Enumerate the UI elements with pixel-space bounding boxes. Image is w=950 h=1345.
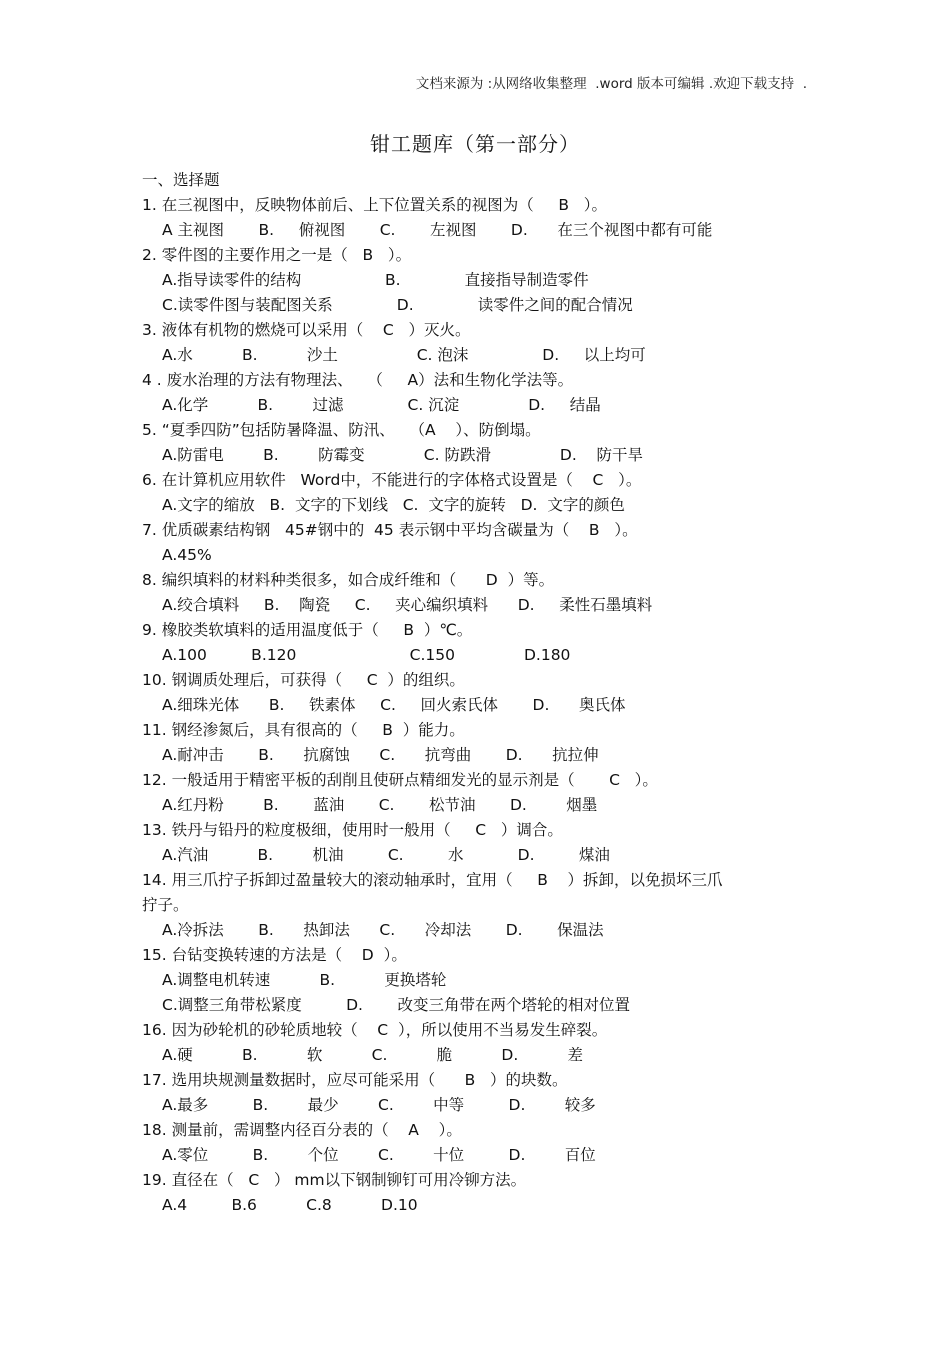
question-stem: 14. 用三爪拧子拆卸过盈量较大的滚动轴承时，宜用（ B ）拆卸，以免损坏三爪 拧子。 [142,871,723,914]
question-options: A.调整电机转速 B. 更换塔轮 [162,971,447,989]
question-options: A.耐冲击 B. 抗腐蚀 C. 抗弯曲 D. 抗拉伸 [162,746,599,764]
question-item [142,518,822,568]
question-stem: 19. 直径在（ C ） mm以下钢制铆钉可用冷铆方法。 [142,1171,527,1189]
question-options: A.硬 B. 软 C. 脆 D. 差 [162,1046,584,1064]
question-options: A.冷拆法 B. 热卸法 C. 冷却法 D. 保温法 [162,921,604,939]
question-stem: 4 . 废水治理的方法有物理法、 （ A）法和生物化学法等。 [142,371,574,389]
question-stem: 11. 钢经渗氮后，具有很高的（ B ）能力。 [142,721,465,739]
question-item [142,868,822,943]
question-stem: 9. 橡胶类软填料的适用温度低于（ B ）℃。 [142,621,473,639]
question-item [142,818,822,868]
question-stem: 10. 钢调质处理后，可获得（ C ）的组织。 [142,671,465,689]
question-stem: 18. 测量前，需调整内径百分表的（ A ）。 [142,1121,462,1139]
question-item [142,243,822,318]
question-item [142,1118,822,1168]
question-item [142,468,822,518]
question-options: A 主视图 B. 俯视图 C. 左视图 D. 在三个视图中都有可能 [162,221,713,239]
question-options: A.红丹粉 B. 蓝油 C. 松节油 D. 烟墨 [162,796,598,814]
question-options: A.45% [162,546,212,564]
question-stem: 1. 在三视图中，反映物体前后、上下位置关系的视图为（ B ）。 [142,196,608,214]
question-item [142,368,822,418]
question-item [142,718,822,768]
question-stem: 8. 编织填料的材料种类很多，如合成纤维和（ D ）等。 [142,571,555,589]
question-item [142,568,822,618]
question-stem: 17. 选用块规测量数据时，应尽可能采用（ B ）的块数。 [142,1071,568,1089]
question-item [142,768,822,818]
question-stem: 3. 液体有机物的燃烧可以采用（ C ）灭火。 [142,321,471,339]
document-title: 钳工题库（第一部分） [370,132,580,156]
question-item [142,1168,822,1218]
question-options: A.防雷电 B. 防霉变 C. 防跌滑 D. 防干旱 [162,446,644,464]
question-stem: 16. 因为砂轮机的砂轮质地较（ C ），所以使用不当易发生碎裂。 [142,1021,608,1039]
question-options: A.100 B.120 C.150 D.180 [162,646,571,664]
section-heading: 一、选择题 [142,171,220,189]
question-options: A.汽油 B. 机油 C. 水 D. 煤油 [162,846,610,864]
question-options: A.绞合填料 B. 陶瓷 C. 夹心编织填料 D. 柔性石墨填料 [162,596,653,614]
question-item [142,193,822,243]
question-options: C.调整三角带松紧度 D. 改变三角带在两个塔轮的相对位置 [162,996,630,1014]
question-stem: 6. 在计算机应用软件 Word中，不能进行的字体格式设置是（ C ）。 [142,471,642,489]
question-item [142,668,822,718]
question-stem: 7. 优质碳素结构钢 45#钢中的 45 表示钢中平均含碳量为（ B ）。 [142,521,638,539]
question-options: A.水 B. 沙土 C. 泡沫 D. 以上均可 [162,346,646,364]
question-item [142,1068,822,1118]
question-stem: 12. 一般适用于精密平板的刮削且使研点精细发光的显示剂是（ C ）。 [142,771,658,789]
question-item [142,943,822,1018]
question-item [142,1018,822,1068]
question-options: A.最多 B. 最少 C. 中等 D. 较多 [162,1096,596,1114]
question-options: A.细珠光体 B. 铁素体 C. 回火索氏体 D. 奥氏体 [162,696,626,714]
question-stem: 13. 铁丹与铅丹的粒度极细，使用时一般用（ C ）调合。 [142,821,563,839]
question-stem: 2. 零件图的主要作用之一是（ B ）。 [142,246,412,264]
question-item [142,318,822,368]
question-item [142,418,822,468]
question-options: A.化学 B. 过滤 C. 沉淀 D. 结晶 [162,396,601,414]
question-options: A.指导读零件的结构 B. 直接指导制造零件 [162,271,589,289]
question-options: A.零位 B. 个位 C. 十位 D. 百位 [162,1146,596,1164]
question-options: C.读零件图与装配图关系 D. 读零件之间的配合情况 [162,296,633,314]
question-item [142,618,822,668]
question-stem: 15. 台钻变换转速的方法是（ D ）。 [142,946,407,964]
question-list [142,193,822,1218]
question-options: A.4 B.6 C.8 D.10 [162,1196,418,1214]
question-options: A.文字的缩放 B. 文字的下划线 C. 文字的旋转 D. 文字的颜色 [162,496,625,514]
question-stem: 5. “夏季四防”包括防暑降温、防汛、 （A ）、防倒塌。 [142,421,541,439]
page-header-note: 文档来源为 :从网络收集整理 .word 版本可编辑 .欢迎下载支持 . [415,76,807,92]
